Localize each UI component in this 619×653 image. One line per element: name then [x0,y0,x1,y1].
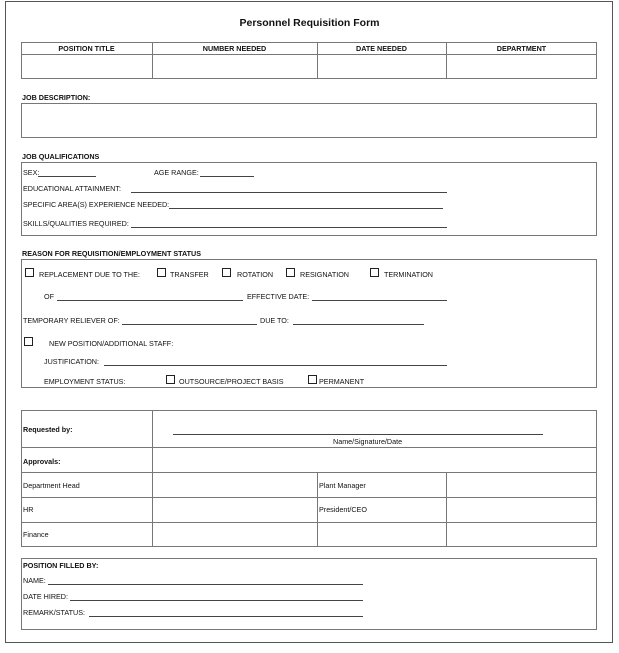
hr-label: HR [23,505,34,514]
education-field[interactable] [131,192,447,193]
approvals-col-2 [317,472,318,547]
col-department: DEPARTMENT [496,44,547,53]
number-needed-field[interactable] [153,55,316,78]
president-ceo-label: President/CEO [319,505,367,514]
permanent-checkbox[interactable] [308,375,317,384]
new-position-checkbox[interactable] [24,337,33,346]
replacement-label: REPLACEMENT DUE TO THE: [39,270,140,279]
sex-label: SEX: [23,168,40,177]
date-hired-label: DATE HIRED: [23,592,68,601]
col-date-needed: DATE NEEDED [356,44,407,53]
plant-manager-label: Plant Manager [319,481,366,490]
due-to-label: DUE TO: [260,316,289,325]
rotation-label: ROTATION [237,270,274,279]
temp-reliever-label: TEMPORARY RELIEVER OF: [23,316,120,325]
position-title-field[interactable] [22,55,151,78]
approvals-label: Approvals: [23,457,61,466]
remark-field[interactable] [89,616,363,617]
hr-signature[interactable] [153,498,316,521]
of-label: OF [44,292,54,301]
reason-label: REASON FOR REQUISITION/EMPLOYMENT STATUS [22,249,202,258]
replacement-checkbox[interactable] [25,268,34,277]
termination-label: TERMINATION [384,270,433,279]
plant-manager-signature[interactable] [447,473,596,496]
sex-field[interactable] [38,176,96,177]
effective-date-label: EFFECTIVE DATE: [247,292,310,301]
resignation-checkbox[interactable] [286,268,295,277]
position-filled-label: POSITION FILLED BY: [23,561,99,570]
date-needed-field[interactable] [318,55,445,78]
new-position-label: NEW POSITION/ADDITIONAL STAFF: [49,339,174,348]
due-to-field[interactable] [293,324,424,325]
rotation-checkbox[interactable] [222,268,231,277]
employment-status-label: EMPLOYMENT STATUS: [44,377,126,386]
col-position-title: POSITION TITLE [58,44,115,53]
effective-date-field[interactable] [312,300,447,301]
outsource-label: OUTSOURCE/PROJECT BASIS [179,377,284,386]
experience-label: SPECIFIC AREA(S) EXPERIENCE NEEDED: [23,200,170,209]
requested-by-signature-field[interactable] [173,434,543,435]
col-number-needed: NUMBER NEEDED [202,44,267,53]
job-description-field[interactable] [21,103,597,138]
permanent-label: PERMANENT [319,377,365,386]
education-label: EDUCATIONAL ATTAINMENT: [23,184,121,193]
president-ceo-signature[interactable] [447,498,596,521]
finance-label: Finance [23,530,49,539]
form-title: Personnel Requisition Form [239,17,380,29]
department-head-label: Department Head [23,481,80,490]
signature-caption: Name/Signature/Date [333,437,403,446]
name-label: NAME: [23,576,46,585]
temp-reliever-field[interactable] [122,324,257,325]
name-field[interactable] [48,584,363,585]
resignation-label: RESIGNATION [300,270,349,279]
remark-label: REMARK/STATUS: [23,608,86,617]
age-range-label: AGE RANGE: [154,168,199,177]
of-field[interactable] [57,300,243,301]
justification-field[interactable] [104,365,447,366]
termination-checkbox[interactable] [370,268,379,277]
justification-label: JUSTIFICATION: [44,357,99,366]
department-field[interactable] [447,55,596,78]
outsource-checkbox[interactable] [166,375,175,384]
position-filled-box [21,558,597,630]
transfer-checkbox[interactable] [157,268,166,277]
experience-field[interactable] [169,208,443,209]
department-head-signature[interactable] [153,473,316,496]
job-description-label: JOB DESCRIPTION: [22,93,91,102]
requested-by-label: Requested by: [23,425,73,434]
finance-signature[interactable] [153,523,316,546]
age-range-field[interactable] [200,176,254,177]
skills-label: SKILLS/QUALITIES REQUIRED: [23,219,129,228]
transfer-label: TRANSFER [170,270,209,279]
date-hired-field[interactable] [70,600,363,601]
approvals-row-1 [21,447,597,448]
skills-field[interactable] [131,227,447,228]
job-qualifications-label: JOB QUALIFICATIONS [22,152,100,161]
